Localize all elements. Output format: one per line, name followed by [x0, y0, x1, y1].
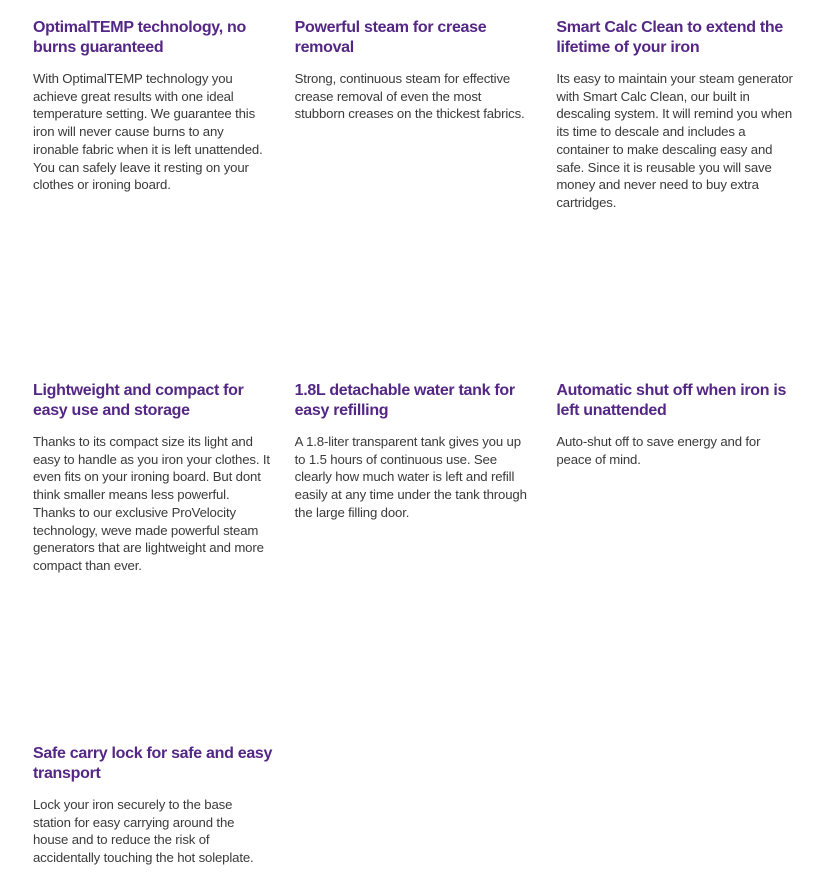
- feature-card-carry-lock: [33, 744, 273, 867]
- feature-title: Smart Calc Clean to extend the lifetime of your iron: [556, 19, 783, 56]
- feature-description: Auto-shut off to save energy and for peace of mind.: [556, 434, 761, 467]
- feature-card-lightweight-compact: [33, 381, 273, 744]
- feature-title: Lightweight and compact for easy use and storage: [33, 382, 244, 419]
- feature-card-smart-calc-clean: [556, 18, 796, 381]
- feature-card-auto-shut-off: [556, 381, 796, 744]
- feature-title: 1.8L detachable water tank for easy refilling: [294, 382, 515, 419]
- feature-description: Thanks to its compact size its light and easy to handle as you iron your clothes. It even fits on your ironing board. But dont think smaller means less powerful. Thanks to our exclusive ProVelocity technology, weve made powerful steam generators that are lightweight and more compact than ever.: [33, 434, 270, 573]
- feature-card-optimaltemp: [33, 18, 273, 381]
- feature-title: Automatic shut off when iron is left unattended: [556, 382, 787, 419]
- feature-description: A 1.8-liter transparent tank gives you up to 1.5 hours of continuous use. See clearly how much water is left and refill easily at any time under the tank through the large filling door.: [294, 434, 527, 520]
- feature-description: With OptimalTEMP technology you achieve great results with one ideal temperature setting. We guarantee this iron will never cause burns to any ironable fabric when it is left unattended. You can safely leave it resting on your clothes or ironing board.: [33, 71, 263, 193]
- feature-description: Its easy to maintain your steam generator with Smart Calc Clean, our built in descaling system. It will remind you when its time to descale and includes a container to make descaling easy and safe. Since it is reusable you will save money and never need to buy extra cartridges.: [556, 71, 793, 210]
- feature-title: Safe carry lock for safe and easy transport: [33, 745, 273, 782]
- feature-title: Powerful steam for crease removal: [294, 19, 487, 56]
- feature-card-powerful-steam: [295, 18, 535, 381]
- feature-description: Lock your iron securely to the base station for easy carrying around the house and to reduce the risk of accidentally touching the hot soleplate.: [33, 797, 254, 866]
- feature-card-water-tank: [295, 381, 535, 744]
- feature-description: Strong, continuous steam for effective crease removal of even the most stubborn creases on the thickest fabrics.: [294, 71, 525, 122]
- feature-title: OptimalTEMP technology, no burns guaranteed: [33, 19, 246, 56]
